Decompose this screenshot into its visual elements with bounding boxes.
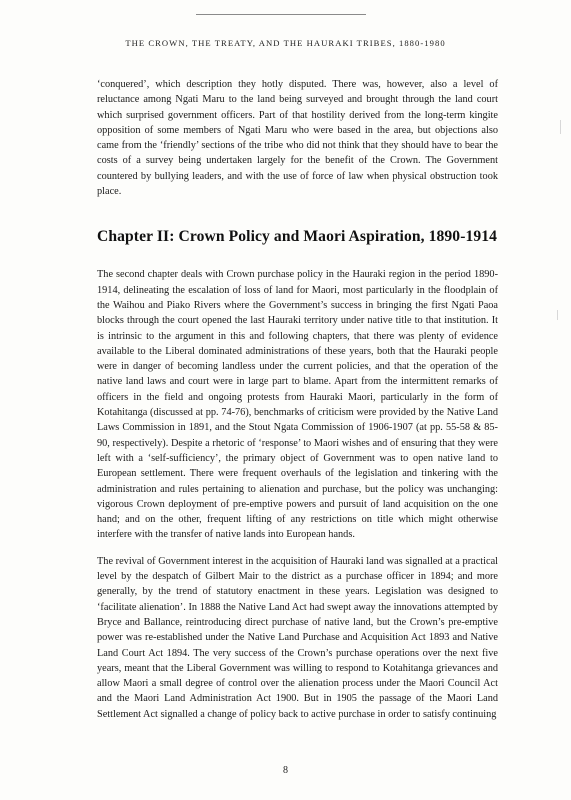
page-number: 8 xyxy=(283,765,288,776)
paragraph: ‘conquered’, which description they hotly disputed. There was, however, also a level of reluctance among Ngati Maru to the land being surveyed and brought through the land court which surprised government officers. Part of that hostility derived from the long-term kingite opposition of some members of Ngati Maru who were based in the area, but objections also came from the ‘friendly’ sections of the tribe who did not think that they should have to bear the costs of a survey being undertaken largely for the benefit of the Crown. The Government countered by bullying leaders, and with the use of force of law when physical obstruction took place. xyxy=(97,79,498,198)
paragraph: The revival of Government interest in the acquisition of Hauraki land was signalled at a practical level by the despatch of Gilbert Mair to the district as a purchase officer in 1894; and more generally, by the trend of statutory enactment in these years. Legislation was designed to ‘facilitate alienation’. In 1888 the Native Land Act had swept away the innovations attempted by Bryce and Ballance, reintroducing direct purchase of native land, but the Crown’s pre-emptive power was re-established under the Native Land Purchase and Acquisition Act 1893 and Native Land Court Act 1894. The very success of the Crown’s purchase operations over the next five years, meant that the Liberal Government was willing to respond to Kotahitanga grievances and allow Maori a small degree of control over the alienation process under the Maori Council Act and the Maori Land Administration Act 1900. But in 1905 the passage of the Maori Land Settlement Act signalled a change of policy back to active purchase in order to satisfy continuing xyxy=(97,555,498,720)
scan-margin-mark xyxy=(560,120,561,134)
running-head: THE CROWN, THE TREATY, AND THE HAURAKI TRIBES, 1880-1980 xyxy=(125,38,446,48)
chapter-heading: Chapter II: Crown Policy and Maori Aspiration, 1890-1914 xyxy=(97,228,498,246)
paragraph: The second chapter deals with Crown purchase policy in the Hauraki region in the period 1890-1914, delineating the escalation of loss of land for Maori, most particularly in the floodplain of the Waihou and Piako Rivers where the Government’s success in bringing the first Ngati Paoa blocks through the court opened the last Hauraki territory under native title to that institution. It is intrinsic to the argument in this and following chapters, that there was plenty of evidence available to the Liberal dominated administrations of these years, both that the Hauraki people were in danger of becoming landless under the current policies, and that the operation of the native land laws and court were in large part to blame. Apart from the intermittent remarks of officers in the field and ongoing protests from Hauraki Maori, particularly in the form of Kotahitanga (discussed at pp. 74-76), benchmarks of criticism were provided by the Native Land Laws Commission in 1891, and the Stout Ngata Commission of 1906-1907 (at pp. 55-58 & 85-90, respectively). Despite a rhetoric of ‘response’ to Maori wishes and of ensuring that they were left with a ‘self-sufficiency’, the primary object of Government was to open native land to European settlement. There were frequent overhauls of the legislation and tinkering with the administration and rules pertaining to alienation and purchase, but the policy was unchanging: vigorous Crown deployment of pre-emptive powers and pursuit of land acquisition on the one hand; and on the other, frequent lifting of any restrictions on title which might otherwise interfere with the transfer of native lands into European hands. xyxy=(97,269,498,541)
body-text xyxy=(97,77,498,722)
scan-margin-mark xyxy=(557,310,558,320)
scan-edge-line xyxy=(196,14,366,15)
